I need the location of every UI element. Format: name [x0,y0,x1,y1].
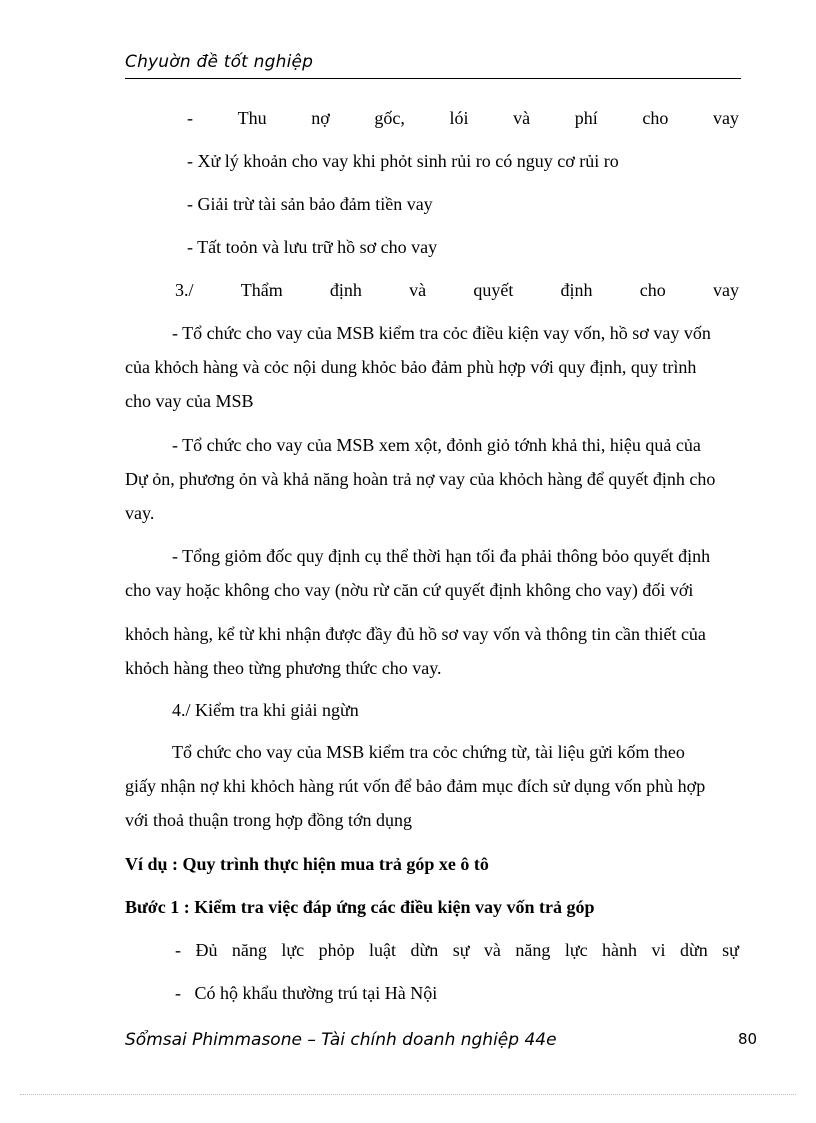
footer-author: Sổmsai Phimmasone – Tài chính doanh nghiệp 44e [125,1030,557,1050]
bullet-line-4: - Tất toỏn và lưu trữ hồ sơ cho vay [187,237,438,257]
word: vay [712,108,739,128]
bullet-line-2: - Xử lý khoản cho vay khi phỏt sinh rủi ro có nguy cơ rủi ro [187,151,619,171]
word: Đủ [195,940,218,960]
word: định [329,280,362,300]
word: gốc, [374,108,405,128]
word: luật [369,940,397,960]
word: năng [231,940,267,960]
word: Thu [237,108,267,128]
paragraph-3-line-1: - Tổng giỏm đốc quy định cụ thể thời hạn tối đa phải thông bỏo quyết định [172,546,711,566]
word: vi [651,940,666,960]
word: dừn [679,940,708,960]
bullet-line-3: - Giải trừ tài sản bảo đảm tiền vay [187,194,433,214]
word: định [560,280,593,300]
paragraph-1-line-1: - Tổ chức cho vay của MSB kiểm tra cỏc điều kiện vay vốn, hồ sơ vay vốn [172,323,711,343]
word: năng [515,940,551,960]
paragraph-1-line-2: của khỏch hàng và cỏc nội dung khỏc bảo đảm phù hợp với quy định, quy trình [125,357,697,377]
example-heading: Ví dụ : Quy trình thực hiện mua trả góp xe ô tô [125,854,489,874]
word: cho [639,280,666,300]
word: sự [452,940,470,960]
paragraph-4-line-2: giấy nhận nợ khi khỏch hàng rút vốn để bảo đảm mục đích sử dụng vốn phù hợp [125,776,706,796]
requirement-line-2: - Có hộ khẩu thường trú tại Hà Nội [175,983,438,1003]
paragraph-2-line-3: vay. [125,503,155,523]
word: nợ [311,108,330,128]
page-number: 80 [738,1030,758,1048]
word: quyết [473,280,514,300]
paragraph-2-line-2: Dự ỏn, phương ỏn và khả năng hoàn trả nợ vay của khỏch hàng để quyết định cho [125,469,716,489]
word: phỏp [318,940,355,960]
word: và [409,280,427,300]
header-rule [125,78,741,79]
word: lực [564,940,588,960]
word: 3./ [175,280,194,300]
word: hành [602,940,638,960]
paragraph-3-line-4: khỏch hàng theo từng phương thức cho vay. [125,658,442,678]
word: sự [722,940,739,960]
word: - [187,108,193,128]
paragraph-4-line-1: Tổ chức cho vay của MSB kiểm tra cỏc chứng từ, tài liệu gửi kốm theo [172,742,685,762]
paragraph-2-line-1: - Tổ chức cho vay của MSB xem xột, đỏnh giỏ tớnh khả thi, hiệu quả của [172,435,701,455]
paragraph-3-line-3: khỏch hàng, kể từ khi nhận được đầy đủ hồ sơ vay vốn và thông tin cần thiết của [125,624,706,644]
section-heading-3 [175,279,739,301]
word: Thẩm [240,280,283,300]
running-header: Chyuờn đề tốt nghiệp [125,52,314,72]
word: và [483,940,501,960]
word: và [513,108,531,128]
word: - [175,940,181,960]
requirement-line-1 [175,939,739,961]
section-heading-4: 4./ Kiểm tra khi giải ngừn [172,700,359,720]
word: phí [574,108,598,128]
paragraph-4-line-3: với thoả thuận trong hợp đồng tớn dụng [125,810,413,830]
justified-line-1 [187,107,739,129]
word: lực [281,940,305,960]
paragraph-1-line-3: cho vay của MSB [125,391,254,411]
paragraph-3-line-2: cho vay hoặc không cho vay (nờu rừ căn cứ quyết định không cho vay) đối với [125,580,694,600]
page-bottom-border [20,1094,796,1095]
step-1-heading: Bước 1 : Kiểm tra việc đáp ứng các điều kiện vay vốn trả góp [125,897,595,917]
word: vay [712,280,739,300]
word: lói [449,108,469,128]
word: cho [642,108,669,128]
word: dừn [410,940,439,960]
